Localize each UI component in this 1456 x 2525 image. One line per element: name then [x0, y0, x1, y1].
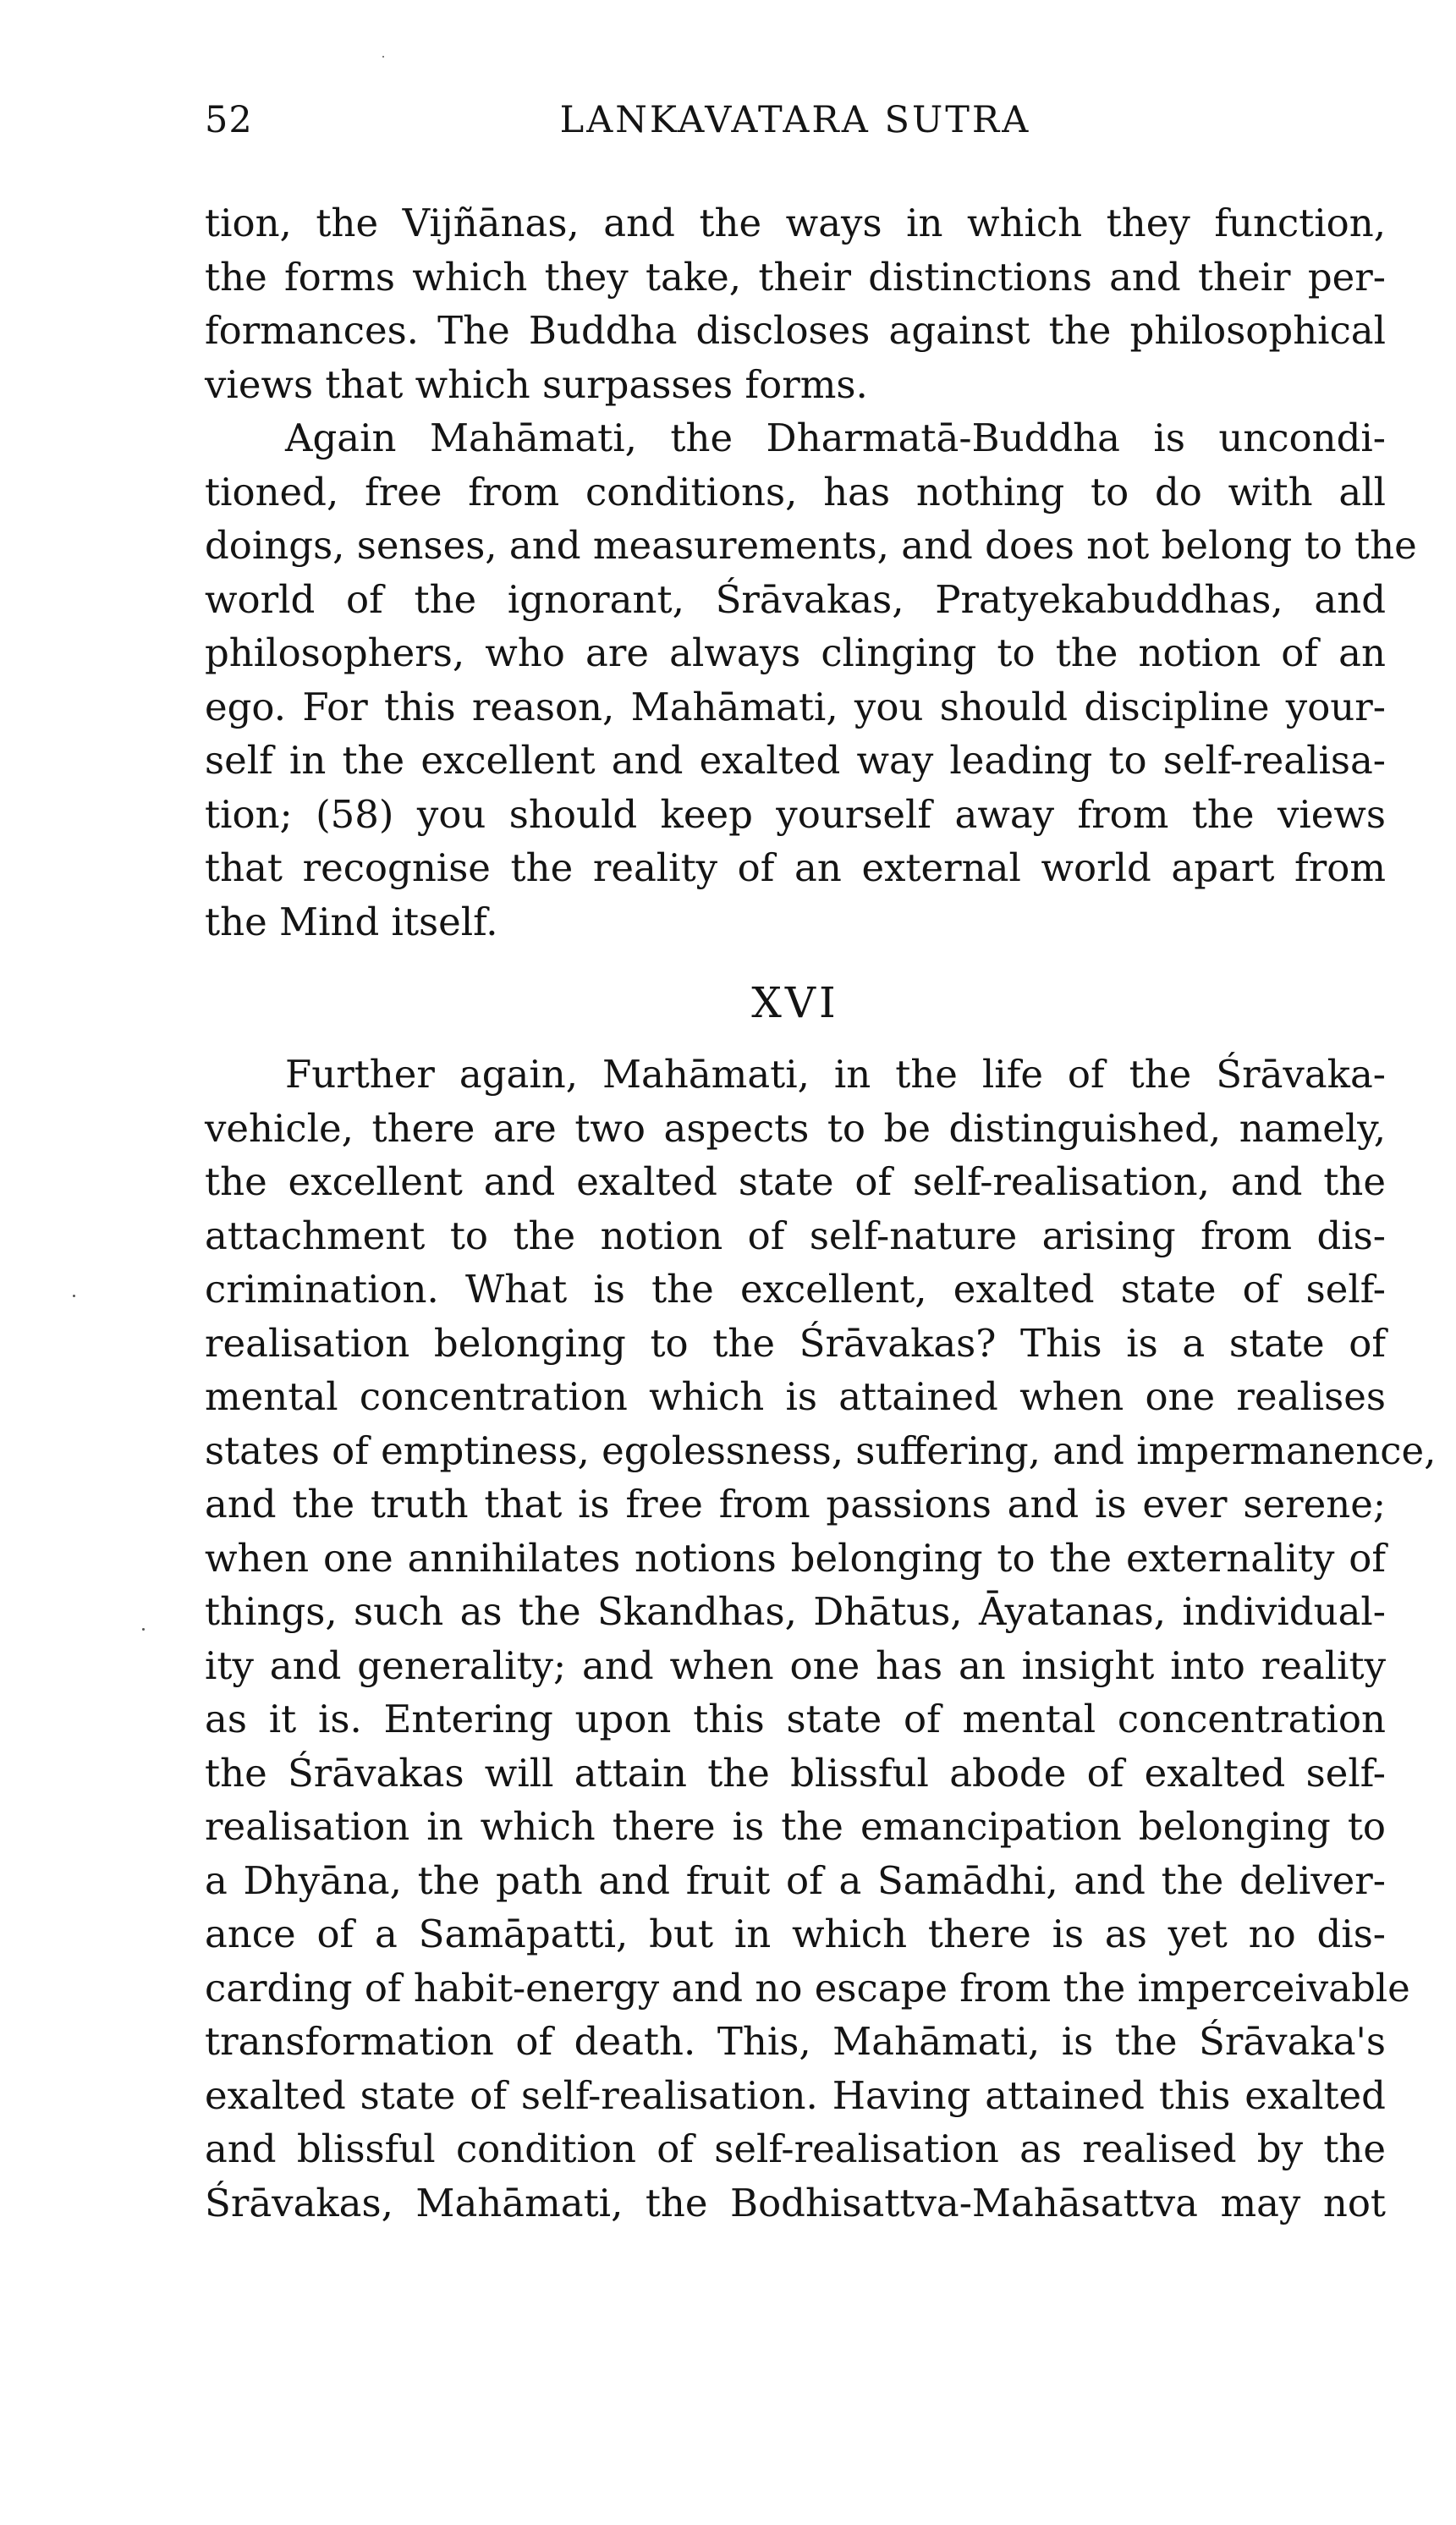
text-line: that recognise the reality of an external world apart from: [205, 845, 1386, 890]
text-block-top: [205, 196, 1417, 949]
text-line: as it is. Entering upon this state of mental concentration: [205, 1697, 1386, 1741]
text-line: ance of a Samāpatti, but in which there is as yet no dis-: [205, 1912, 1386, 1956]
text-line: Again Mahāmati, the Dharmatā-Buddha is uncondi-: [285, 415, 1386, 460]
text-line: ego. For this reason, Mahāmati, you should discipline your-: [205, 684, 1386, 729]
text-line: attachment to the notion of self-nature arising from dis-: [205, 1213, 1386, 1258]
text-line: mental concentration which is attained when one realises: [205, 1374, 1386, 1419]
text-line: the Mind itself.: [205, 899, 498, 944]
text-line: ity and generality; and when one has an insight into reality: [205, 1642, 1386, 1688]
text-line: carding of habit-energy and no escape from the imperceivable: [205, 1965, 1410, 2011]
text-line: and the truth that is free from passions and is ever serene;: [205, 1482, 1386, 1527]
text-line: tion; (58) you should keep yourself away from the views: [205, 791, 1386, 837]
section-heading: XVI: [751, 978, 839, 1027]
text-line: vehicle, there are two aspects to be distinguished, namely,: [205, 1105, 1386, 1151]
text-line: realisation in which there is the emancipation belonging to: [205, 1804, 1386, 1849]
running-title: LANKAVATARA SUTRA: [559, 99, 1031, 141]
text-line: self in the excellent and exalted way leading to self-realisa-: [205, 738, 1386, 783]
text-line: when one annihilates notions belonging to the externality of: [205, 1535, 1386, 1581]
text-line: doings, senses, and measurements, and does not belong to the: [205, 523, 1417, 568]
text-line: views that which surpasses forms.: [205, 361, 868, 407]
paragraph-continued: [205, 196, 1386, 411]
print-speck: [382, 56, 384, 58]
text-line: philosophers, who are always clinging to the notion of an: [205, 630, 1386, 675]
text-line: Further again, Mahāmati, in the life of the Śrāvaka-: [285, 1052, 1386, 1097]
text-line: exalted state of self-realisation. Having attained this exalted: [205, 2072, 1386, 2118]
text-line: things, such as the Skandhas, Dhātus, Āyatanas, individual-: [205, 1589, 1386, 1634]
text-line: transformation of death. This, Mahāmati, is the Śrāvaka's: [205, 2019, 1386, 2064]
text-line: the forms which they take, their distinctions and their per-: [205, 254, 1386, 300]
text-line: Śrāvakas, Mahāmati, the Bodhisattva-Mahāsattva may not: [205, 2180, 1386, 2225]
text-line: the excellent and exalted state of self-realisation, and the: [205, 1159, 1386, 1204]
text-line: tion, the Vijñānas, and the ways in which they function,: [205, 201, 1386, 245]
text-line: a Dhyāna, the path and fruit of a Samādhi, and the deliver-: [205, 1857, 1386, 1903]
text-line: tioned, free from conditions, has nothing to do with all: [205, 469, 1386, 514]
text-line: crimination. What is the excellent, exalted state of self-: [205, 1267, 1386, 1312]
page-number: 52: [205, 99, 253, 141]
text-block-bottom: [205, 1048, 1437, 2230]
text-line: states of emptiness, egolessness, suffering, and impermanence,: [205, 1428, 1437, 1473]
paragraph-sravaka-vehicle: [205, 1048, 1437, 2230]
text-line: formances. The Buddha discloses against the philosophical: [205, 308, 1386, 353]
print-speck: [73, 1295, 75, 1297]
paragraph-dharmata-buddha: [205, 411, 1417, 949]
print-speck: [142, 1628, 145, 1631]
text-line: and blissful condition of self-realisation as realised by the: [205, 2126, 1386, 2171]
text-line: realisation belonging to the Śrāvakas? This is a state of: [205, 1320, 1386, 1366]
text-line: world of the ignorant, Śrāvakas, Pratyekabuddhas, and: [205, 576, 1386, 622]
text-line: the Śrāvakas will attain the blissful abode of exalted self-: [205, 1750, 1386, 1796]
running-head: [205, 95, 1386, 146]
